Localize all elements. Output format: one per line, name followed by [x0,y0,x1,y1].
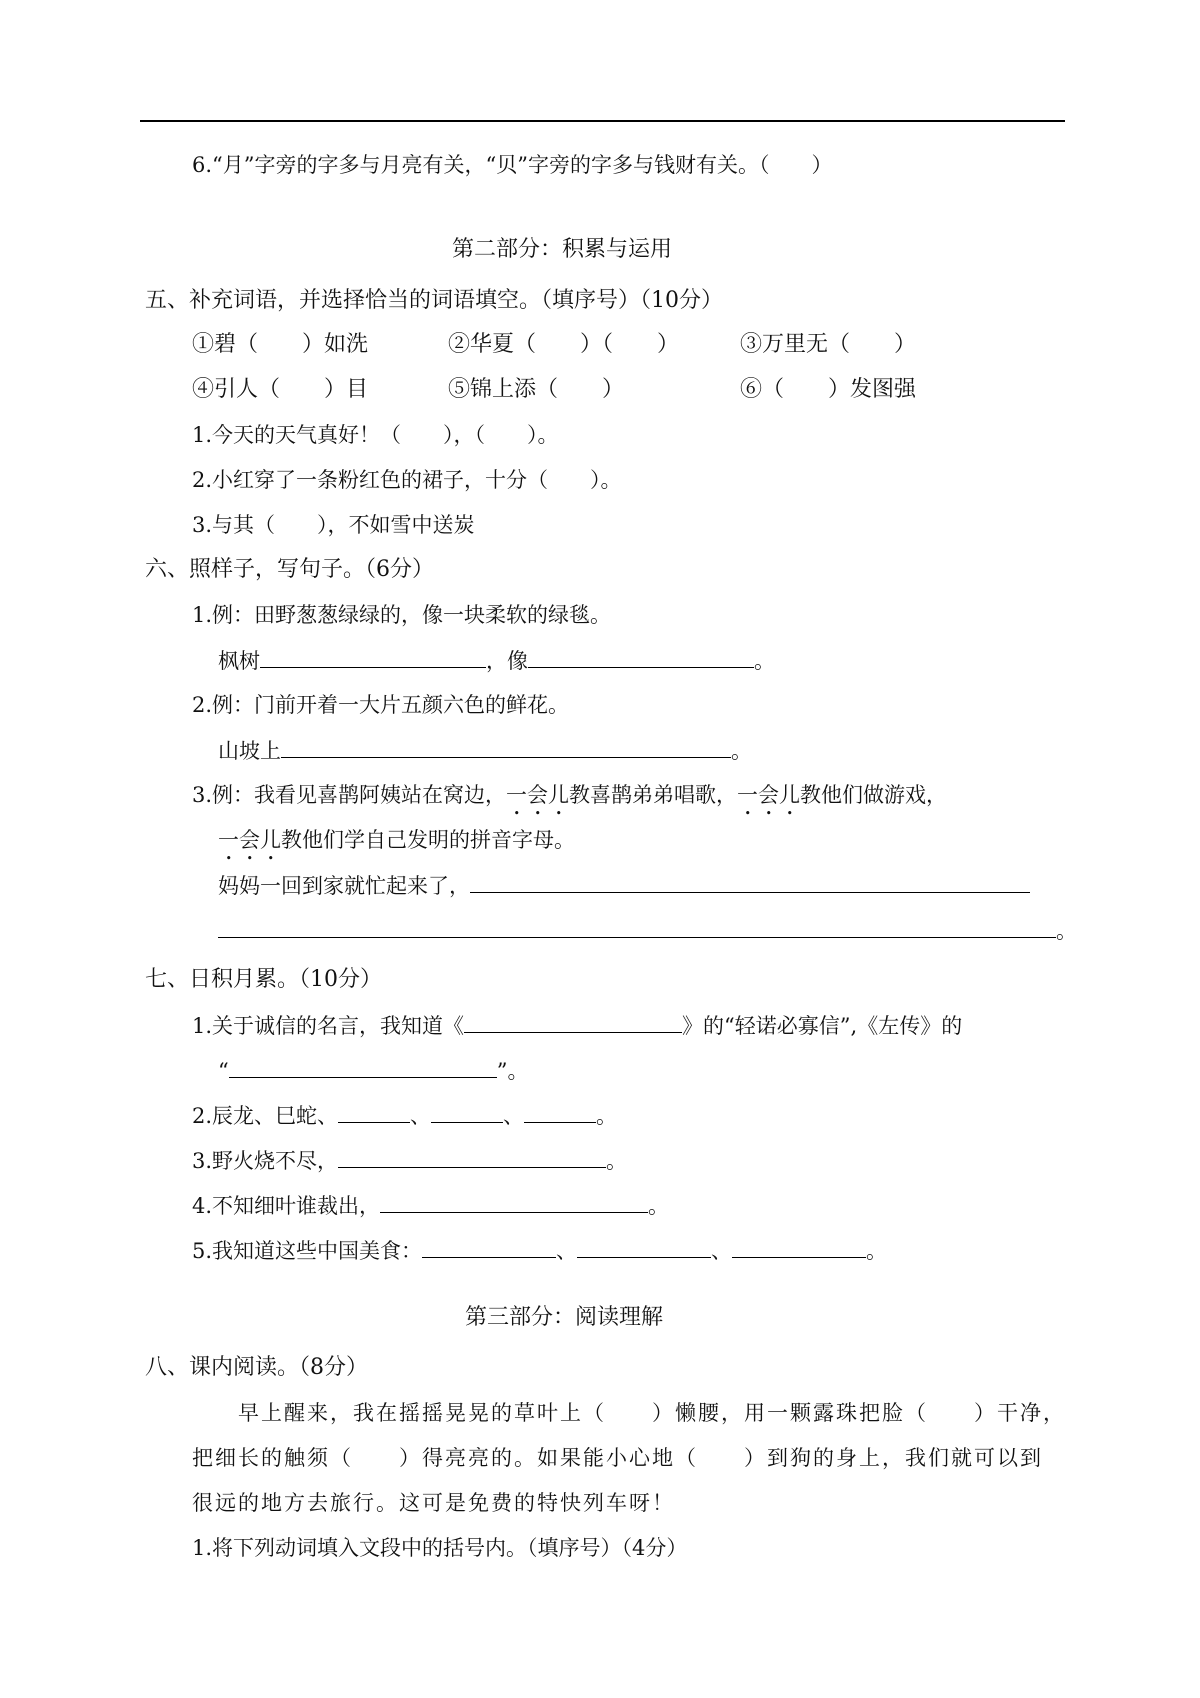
answer-blank[interactable] [229,1055,497,1078]
question-7-item-2 [192,1100,617,1131]
example-3-text-a: 3.例：我看见喜鹊阿姨站在窝边， [192,783,507,807]
item-1-close-quote: ”。 [496,1059,529,1083]
answer-2-prefix: 山坡上 [218,739,281,763]
question-7-item-1-line-2 [218,1055,529,1086]
question-6-answer-1 [218,645,775,676]
answer-blank[interactable] [338,1145,606,1168]
question-6-example-1: 1.例：田野葱葱绿绿的，像一块柔软的绿毯。 [192,603,612,627]
answer-1-prefix: 枫树 [218,649,260,673]
item-1-text-a: 1.关于诚信的名言，我知道《 [192,1014,465,1038]
answer-1-end: 。 [754,649,775,673]
answer-blank[interactable] [422,1235,556,1258]
passage-line-1: 早上醒来，我在摇摇晃晃的草叶上（ ）懒腰，用一颗露珠把脸（ ）干净， [238,1401,1066,1425]
answer-blank[interactable] [577,1235,711,1258]
answer-blank[interactable] [732,1235,866,1258]
item-2-text: 2.辰龙、巳蛇、 [192,1104,339,1128]
question-7-item-4 [192,1190,669,1221]
question-6-title: 六、照样子，写句子。（6分） [145,557,434,582]
question-7-item-3 [192,1145,627,1176]
question-5-item-1: 1.今天的天气真好！（ ），（ ）。 [192,423,559,447]
item-5-text: 5.我知道这些中国美食： [192,1239,423,1263]
answer-blank[interactable] [218,915,1056,938]
answer-blank[interactable] [470,870,1030,893]
word-option-3: ③万里无（ ） [740,332,917,357]
question-7-item-1-line-1 [192,1010,962,1041]
question-6-example-3-line-1 [192,780,947,820]
question-5-item-2: 2.小红穿了一条粉红色的裙子，十分（ ）。 [192,468,622,492]
item-1-text-b: 》的“轻诺必寡信”,《左传》的 [682,1014,963,1038]
item-5-end: 。 [866,1239,888,1263]
question-6-example-2: 2.例：门前开着一大片五颜六色的鲜花。 [192,693,570,717]
answer-blank[interactable] [464,1010,682,1033]
answer-blank[interactable] [281,735,731,758]
answer-3-end: 。 [1056,919,1077,943]
emphasized-phrase: 一会儿 [506,783,570,807]
emphasized-phrase: 一会儿 [218,828,281,852]
answer-3-prefix: 妈妈一回到家就忙起来了， [218,874,470,898]
passage-line-2: 把细长的触须（ ）得亮亮的。如果能小心地（ ）到狗的身上，我们就可以到 [192,1446,1043,1470]
question-5-title: 五、补充词语，并选择恰当的词语填空。（填序号）（10分） [145,288,723,313]
question-4-item-6: 6.“月”字旁的字多与月亮有关，“贝”字旁的字多与钱财有关。（ ） [192,153,833,177]
answer-blank[interactable] [380,1190,648,1213]
part-2-title: 第二部分：积累与运用 [452,237,673,262]
question-6-answer-2 [218,735,752,766]
separator: 、 [711,1239,733,1263]
answer-blank[interactable] [431,1100,503,1123]
item-3-end: 。 [606,1149,628,1173]
answer-blank[interactable] [338,1100,410,1123]
item-2-end: 。 [596,1104,618,1128]
word-option-4: ④引人（ ）目 [192,377,369,402]
item-4-end: 。 [648,1194,670,1218]
item-3-text: 3.野火烧不尽， [192,1149,339,1173]
question-6-answer-3-line-1 [218,870,1030,901]
passage-line-3: 很远的地方去旅行。这可是免费的特快列车呀！ [192,1491,675,1515]
item-4-text: 4.不知细叶谁裁出， [192,1194,381,1218]
word-option-6: ⑥（ ）发图强 [740,377,917,402]
question-6-answer-3-line-2 [218,915,1077,946]
answer-blank[interactable] [528,645,754,668]
question-8-subquestion-1: 1.将下列动词填入文段中的括号内。（填序号）（4分） [192,1536,688,1560]
question-7-item-5 [192,1235,887,1266]
question-5-item-3: 3.与其（ ），不如雪中送炭 [192,513,475,537]
separator: 、 [556,1239,578,1263]
answer-blank[interactable] [524,1100,596,1123]
part-3-title: 第三部分：阅读理解 [465,1305,664,1330]
question-8-title: 八、课内阅读。（8分） [145,1355,368,1380]
answer-1-mid: ，像 [486,649,528,673]
example-3-text-b: 教喜鹊弟弟唱歌， [569,783,738,807]
answer-2-end: 。 [731,739,752,763]
word-option-2: ②华夏（ ）（ ） [448,332,680,357]
word-option-5: ⑤锦上添（ ） [448,377,625,402]
question-6-example-3-line-2 [218,825,575,865]
answer-blank[interactable] [260,645,486,668]
separator: 、 [503,1104,525,1128]
example-3-text-c: 教他们做游戏， [800,783,948,807]
emphasized-phrase: 一会儿 [737,783,801,807]
question-7-title: 七、日积月累。（10分） [145,967,382,992]
top-rule [140,120,1065,122]
separator: 、 [410,1104,432,1128]
word-option-1: ①碧（ ）如洗 [192,332,369,357]
example-3-text-d: 教他们学自己发明的拼音字母。 [281,828,575,852]
item-1-open-quote: “ [218,1059,229,1083]
